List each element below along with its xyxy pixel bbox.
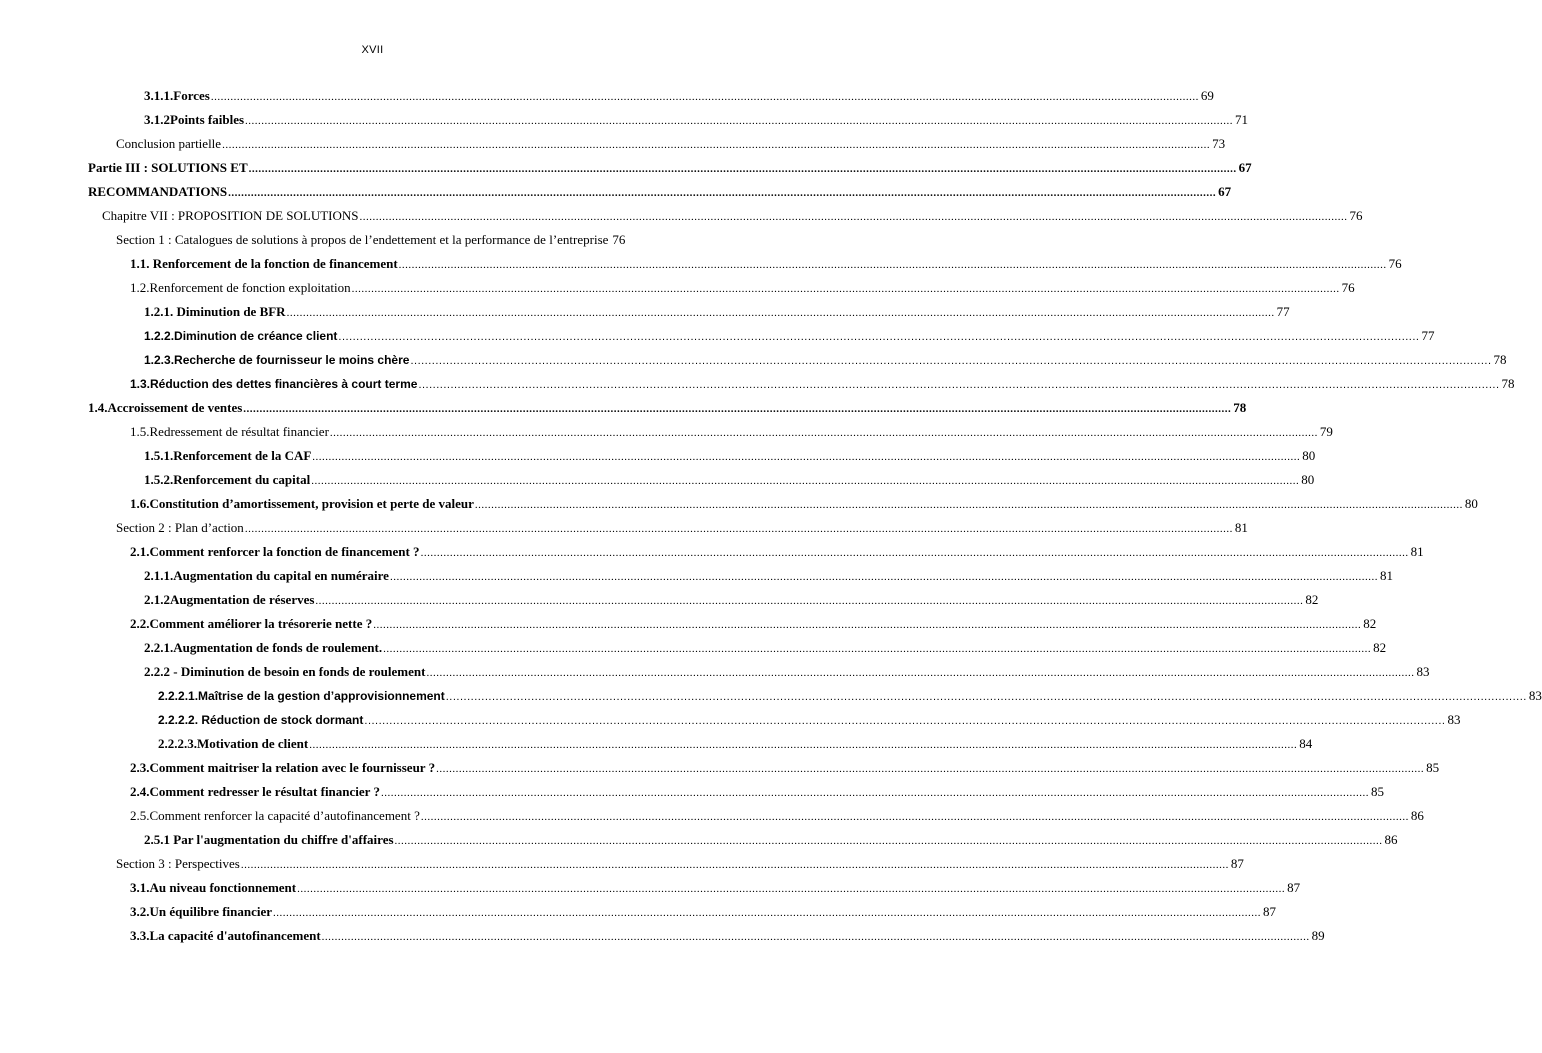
toc-entry-title: Points faibles <box>170 112 245 127</box>
toc-leader-dots <box>330 423 1318 443</box>
toc-entry-page: 76 <box>1388 256 1402 271</box>
toc-entry-number: 2.1.2 <box>144 592 170 607</box>
toc-leader-dots <box>273 903 1261 923</box>
toc-entry-page: 69 <box>1200 88 1214 103</box>
toc-entry[interactable] <box>144 350 1507 370</box>
toc-entry[interactable] <box>158 686 1542 706</box>
toc-entry-page: 77 <box>1421 328 1435 343</box>
toc-entry[interactable] <box>88 158 1252 178</box>
toc-entry[interactable] <box>144 566 1393 586</box>
toc-entry-title: Chapitre VII : PROPOSITION DE SOLUTIONS <box>102 208 359 223</box>
toc-entry-title: Comment maitriser la relation avec le fournisseur ? <box>149 760 436 775</box>
toc-leader-dots <box>245 519 1233 539</box>
toc-entry-number: 1.6. <box>130 496 150 511</box>
toc-entry[interactable] <box>88 182 1232 202</box>
toc-entry[interactable] <box>144 830 1398 850</box>
toc-entry-page: 87 <box>1287 880 1301 895</box>
toc-entry[interactable] <box>144 446 1316 466</box>
toc-entry-page: 87 <box>1263 904 1277 919</box>
toc-entry[interactable] <box>144 302 1290 322</box>
toc-entry-page: 82 <box>1373 640 1387 655</box>
toc-entry-number: 2.4. <box>130 784 150 799</box>
toc-entry-title: Constitution d’amortissement, provision et perte de valeur <box>149 496 474 511</box>
toc-leader-dots <box>222 135 1210 155</box>
toc-entry-title: Section 1 : Catalogues de solutions à propos de l’endettement et la performance de l’entreprise <box>116 232 609 247</box>
toc-entry-page: 81 <box>1234 520 1248 535</box>
toc-entry[interactable] <box>116 134 1226 154</box>
toc-entry-number: 2.2.2.3. <box>158 736 197 751</box>
toc-entry-title: Au niveau fonctionnement <box>149 880 297 895</box>
toc-entry-number: 2.2.2.1. <box>158 689 199 703</box>
toc-entry-page: 78 <box>1493 352 1507 367</box>
toc-entry-number: 2.2.1. <box>144 640 174 655</box>
toc-entry[interactable] <box>144 590 1319 610</box>
toc-entry-page: 78 <box>1233 400 1247 415</box>
toc-leader-dots <box>418 375 1499 395</box>
toc-entry-page: 87 <box>1230 856 1244 871</box>
toc-leader-dots <box>243 399 1231 419</box>
toc-entry[interactable] <box>158 710 1461 730</box>
toc-entry-number: 3.1.1. <box>144 88 174 103</box>
toc-entry-number: 2.3. <box>130 760 150 775</box>
toc-entry-title: Diminution de créance client <box>174 329 338 343</box>
toc-entry[interactable] <box>130 614 1377 634</box>
toc-entry-title: Renforcement du capital <box>173 472 311 487</box>
toc-entry-page: 85 <box>1426 760 1440 775</box>
toc-entry[interactable] <box>130 758 1440 778</box>
toc-leader-dots <box>399 255 1387 275</box>
toc-entry-page: 83 <box>1447 712 1461 727</box>
toc-entry-number: 1.2.3. <box>144 353 175 367</box>
toc-entry-number: 3.1. <box>130 880 150 895</box>
toc-entry-number: 1.5. <box>130 424 150 439</box>
toc-leader-dots <box>211 87 1199 107</box>
toc-entry[interactable] <box>130 422 1333 442</box>
toc-entry[interactable] <box>130 782 1384 802</box>
toc-leader-dots <box>383 639 1371 659</box>
toc-leader-dots <box>426 663 1414 683</box>
toc-entry-title: Comment renforcer la fonction de financement ? <box>149 544 420 559</box>
toc-entry-page: 82 <box>1363 616 1377 631</box>
toc-entry-title: 2.2.2 - Diminution de besoin en fonds de roulement <box>144 664 426 679</box>
toc-leader-dots <box>315 591 1303 611</box>
toc-leader-dots <box>390 567 1378 587</box>
toc-entry[interactable] <box>130 278 1355 298</box>
toc-entry-number: 1.2. <box>130 280 150 295</box>
toc-entry[interactable] <box>130 878 1301 898</box>
toc-entry-title: 1.1. Renforcement de la fonction de financement <box>130 256 398 271</box>
toc-entry-page: 73 <box>1212 136 1226 151</box>
toc-entry-title: Maîtrise de la gestion d’approvisionnement <box>198 689 445 703</box>
toc-entry-title: Motivation de client <box>197 736 309 751</box>
toc-entry-title: Section 3 : Perspectives <box>116 856 240 871</box>
toc-leader-dots <box>245 111 1233 131</box>
toc-entry-page: 78 <box>1501 376 1515 391</box>
toc-entry[interactable] <box>116 854 1244 874</box>
toc-entry-page: 76 <box>1341 280 1355 295</box>
toc-entry-page: 76 <box>1349 208 1363 223</box>
toc-entry[interactable] <box>144 110 1249 130</box>
toc-entry-number: 2.1.1. <box>144 568 174 583</box>
toc-entry-title: 2.5.1 Par l'augmentation du chiffre d'affaires <box>144 832 394 847</box>
toc-leader-dots <box>228 183 1216 203</box>
toc-entry[interactable] <box>144 662 1430 682</box>
toc-entry-title: La capacité d'autofinancement <box>149 928 321 943</box>
toc-entry-title: Comment améliorer la trésorerie nette ? <box>149 616 373 631</box>
toc-leader-dots <box>446 687 1527 707</box>
toc-entry[interactable] <box>102 206 1363 226</box>
toc-entry-page: 89 <box>1311 928 1325 943</box>
toc-entry-title: Augmentation de réserves <box>170 592 315 607</box>
toc-entry-number: 1.5.2. <box>144 472 174 487</box>
toc-entry-page: 83 <box>1416 664 1430 679</box>
toc-leader-dots <box>436 759 1424 779</box>
toc-entry-page: 67 <box>1218 184 1232 199</box>
toc-entry[interactable] <box>130 926 1325 946</box>
toc-leader-dots <box>421 543 1409 563</box>
toc-entry-number: 1.4. <box>88 400 108 415</box>
toc-entry-page: 79 <box>1319 424 1333 439</box>
toc-entry[interactable] <box>158 734 1313 754</box>
toc-entry-page: 85 <box>1370 784 1384 799</box>
toc-entry-number: 1.5.1. <box>144 448 174 463</box>
toc-entry-title: Accroissement de ventes <box>107 400 243 415</box>
toc-entry-page: 80 <box>1301 472 1315 487</box>
toc-entry[interactable] <box>116 518 1248 538</box>
toc-entry-page: 80 <box>1464 496 1478 511</box>
toc-entry-page: 80 <box>1302 448 1316 463</box>
toc-leader-dots <box>360 207 1348 227</box>
toc-entry-title: Augmentation du capital en numéraire <box>173 568 389 583</box>
toc-entry-title: Partie III : SOLUTIONS ET <box>88 160 248 175</box>
toc-entry-title: Réduction des dettes financières à court terme <box>150 377 418 391</box>
toc-leader-dots <box>241 855 1229 875</box>
toc-entry-page: 83 <box>1528 688 1542 703</box>
toc-entry[interactable] <box>144 86 1214 106</box>
toc-entry[interactable] <box>144 326 1435 346</box>
toc-leader-dots <box>311 471 1299 491</box>
toc-entry-title: Redressement de résultat financier <box>149 424 329 439</box>
toc-entry-title: Augmentation de fonds de roulement. <box>173 640 383 655</box>
toc-entry-title: 2.2.2.2. Réduction de stock dormant <box>158 713 364 727</box>
toc-leader-dots <box>475 495 1463 515</box>
toc-entry-page: 86 <box>1384 832 1398 847</box>
toc-entry-number: 1.2.2. <box>144 329 175 343</box>
toc-entry-page: 71 <box>1235 112 1249 127</box>
toc-entry[interactable] <box>88 398 1247 418</box>
toc-entry[interactable] <box>130 542 1424 562</box>
toc-entry[interactable] <box>130 494 1478 514</box>
toc-leader-dots <box>297 879 1285 899</box>
toc-entry-title: Section 2 : Plan d’action <box>116 520 244 535</box>
toc-entry-title: RECOMMANDATIONS <box>88 184 228 199</box>
toc-entry-page: 86 <box>1410 808 1424 823</box>
toc-leader-dots <box>287 303 1275 323</box>
toc-leader-dots <box>364 711 1445 731</box>
toc-entry[interactable] <box>116 230 656 250</box>
toc-entry-number: 3.2. <box>130 904 150 919</box>
toc-leader-dots <box>410 351 1491 371</box>
toc-entry[interactable] <box>144 470 1315 490</box>
toc-leader-dots <box>395 831 1383 851</box>
toc-entry-number: 3.1.2 <box>144 112 170 127</box>
toc-entry-number: 2.5. <box>130 808 150 823</box>
toc-entry-page: 82 <box>1305 592 1319 607</box>
toc-leader-dots <box>312 447 1300 467</box>
toc-entry-page: 81 <box>1379 568 1393 583</box>
toc-entry[interactable] <box>130 374 1515 394</box>
toc-leader-dots <box>421 807 1409 827</box>
toc-entry[interactable] <box>130 254 1402 274</box>
toc-leader-dots <box>338 327 1419 347</box>
toc-entry[interactable] <box>144 638 1387 658</box>
toc-leader-dots <box>373 615 1361 635</box>
toc-entry-title: Renforcement de fonction exploitation <box>149 280 351 295</box>
toc-entry-title: Un équilibre financier <box>149 904 273 919</box>
toc-entry-number: 1.3. <box>130 377 151 391</box>
toc-entry-page: 67 <box>1238 160 1252 175</box>
toc-entry-page: 77 <box>1276 304 1290 319</box>
toc-entry-number: 2.2. <box>130 616 150 631</box>
toc-leader-dots <box>352 279 1340 299</box>
toc-entry-title: Forces <box>173 88 210 103</box>
toc-entry-page: 84 <box>1299 736 1313 751</box>
toc-entry-title: Conclusion partielle <box>116 136 222 151</box>
toc-entry-title: Comment redresser le résultat financier ? <box>149 784 380 799</box>
toc-leader-dots <box>249 159 1237 179</box>
toc-entry-page: 76 <box>612 232 626 247</box>
toc-entry[interactable] <box>130 806 1424 826</box>
toc-entry-number: 2.1. <box>130 544 150 559</box>
toc-leader-dots <box>309 735 1297 755</box>
page-number: XVII <box>361 44 384 56</box>
toc-entry-number: 3.3. <box>130 928 150 943</box>
toc-leader-dots <box>381 783 1369 803</box>
toc-entry[interactable] <box>130 902 1277 922</box>
toc-leader-dots <box>322 927 1310 947</box>
toc-entry-title: Recherche de fournisseur le moins chère <box>174 353 410 367</box>
toc-entry-title: 1.2.1. Diminution de BFR <box>144 304 286 319</box>
toc-entry-title: Comment renforcer la capacité d’autofinancement ? <box>149 808 420 823</box>
toc-entry-title: Renforcement de la CAF <box>173 448 312 463</box>
toc-entry-page: 81 <box>1410 544 1424 559</box>
